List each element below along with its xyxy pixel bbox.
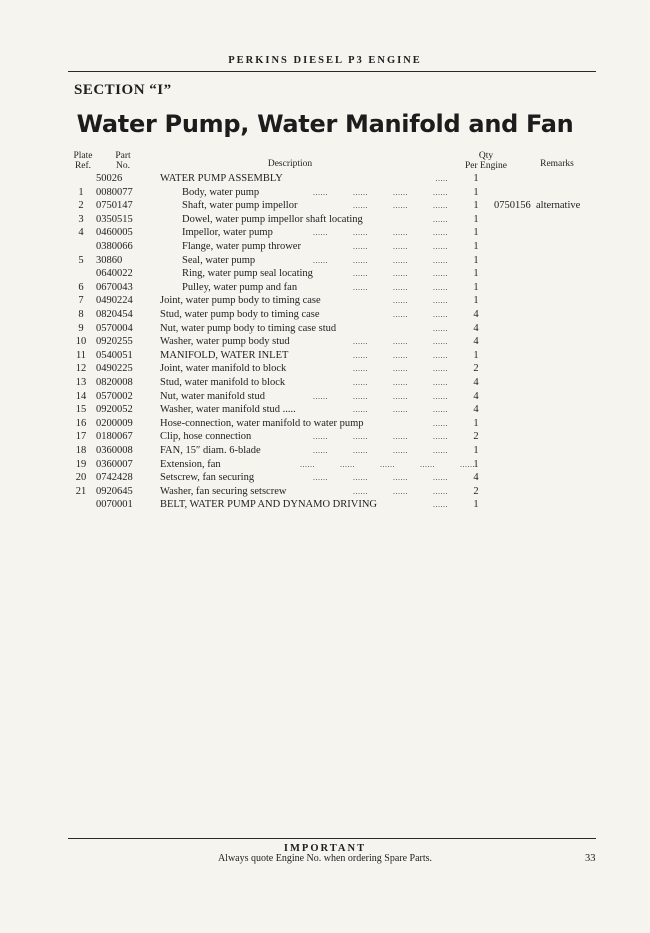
part-no-cell: 0670043: [96, 281, 133, 293]
leader-dots: ...... ...... ...... ......: [313, 228, 448, 238]
leader-dots: ...... ......: [393, 310, 448, 319]
qty-cell: 1: [473, 281, 479, 293]
leader-dots: ...... ...... ......: [353, 405, 448, 415]
part-no-cell: 0080077: [96, 186, 133, 198]
description-cell: FAN, 15″ diam. 6-blade: [160, 445, 261, 456]
part-no-cell: 0070001: [96, 499, 133, 511]
table-row: [0, 226, 650, 239]
leader-dots: ......: [433, 214, 448, 224]
footer-important: IMPORTANT: [283, 843, 367, 854]
part-no-cell: 0490225: [96, 363, 133, 375]
table-row: [0, 362, 650, 375]
part-no-cell: 0820454: [96, 309, 133, 320]
plate-ref-cell: 2: [78, 200, 84, 212]
page-number: 33: [585, 853, 596, 864]
description-cell: Nut, water pump body to timing case stud: [160, 322, 337, 334]
qty-cell: 1: [473, 200, 479, 212]
part-no-cell: 0180067: [96, 431, 133, 443]
table-row: [0, 267, 650, 280]
qty-cell: 1: [473, 349, 479, 361]
description-cell: Washer, water manifold stud .....: [160, 404, 296, 416]
plate-ref-cell: 8: [78, 309, 84, 320]
part-no-cell: 0742428: [96, 472, 133, 484]
leader-dots: ...... ...... ......: [353, 337, 448, 347]
description-cell: Stud, water pump body to timing case: [160, 309, 320, 320]
leader-dots: ...... ...... ......: [353, 350, 448, 360]
qty-cell: 1: [473, 173, 479, 184]
part-no-cell: 0820008: [96, 377, 133, 388]
table-row: [0, 417, 650, 430]
part-no-cell: 0380066: [96, 241, 133, 252]
part-no-cell: 50026: [96, 173, 123, 184]
leader-dots: ...... ...... ......: [353, 486, 448, 496]
qty-cell: 4: [473, 309, 479, 320]
qty-cell: 1: [473, 227, 479, 239]
qty-cell: 2: [473, 431, 479, 443]
part-no-cell: 0640022: [96, 268, 133, 280]
part-no-cell: 0570002: [96, 390, 133, 402]
plate-ref-cell: 12: [75, 363, 87, 375]
table-row: [0, 485, 650, 498]
leader-dots: .....: [435, 174, 448, 183]
table-row: [0, 322, 650, 335]
qty-cell: 4: [473, 336, 479, 348]
qty-cell: 1: [473, 458, 479, 470]
column-header-description: Description: [267, 159, 313, 169]
column-header-qty: Qty Per Engine: [465, 151, 507, 171]
remarks-cell: 0750156 alternative: [494, 200, 581, 212]
description-cell: Joint, water manifold to block: [160, 363, 287, 375]
table-row: [0, 498, 650, 511]
plate-ref-cell: 10: [75, 336, 87, 348]
leader-dots: ...... ...... ...... ......: [313, 473, 448, 483]
table-row: [0, 186, 650, 199]
description-cell: Clip, hose connection: [160, 431, 252, 443]
description-cell: Stud, water manifold to block: [160, 377, 286, 388]
description-cell: Ring, water pump seal locating: [182, 268, 313, 280]
table-row: [0, 471, 650, 484]
qty-cell: 4: [473, 472, 479, 484]
part-no-cell: 30860: [96, 254, 123, 266]
table-row: [0, 294, 650, 307]
qty-cell: 1: [473, 445, 479, 456]
part-no-cell: 0920052: [96, 404, 133, 416]
header-rule: [68, 71, 596, 72]
footer-note: Always quote Engine No. when ordering Spare Parts.: [217, 853, 433, 864]
plate-ref-cell: 4: [78, 227, 84, 239]
part-no-cell: 0490224: [96, 295, 133, 307]
description-cell: Shaft, water pump impellor: [182, 200, 298, 212]
plate-ref-cell: 5: [78, 254, 84, 266]
plate-ref-cell: 7: [78, 295, 84, 307]
footer-rule: [68, 838, 596, 839]
table-row: [0, 308, 650, 321]
table-row: [0, 430, 650, 443]
description-cell: Extension, fan: [160, 458, 221, 470]
table-row: [0, 403, 650, 416]
part-no-cell: 0540051: [96, 349, 133, 361]
table-row: [0, 213, 650, 226]
plate-ref-cell: 6: [78, 281, 84, 293]
description-cell: Nut, water manifold stud: [160, 390, 265, 402]
leader-dots: ...... ...... ......: [353, 364, 448, 374]
section-label: SECTION “I”: [74, 82, 172, 98]
part-no-cell: 0350515: [96, 213, 133, 225]
qty-cell: 2: [473, 485, 479, 497]
leader-dots: ...... ...... ......: [353, 201, 448, 211]
header-title: PERKINS DIESEL P3 ENGINE: [228, 55, 422, 66]
qty-cell: 1: [473, 254, 479, 266]
plate-ref-cell: 3: [78, 213, 84, 225]
description-cell: Flange, water pump thrower: [182, 241, 301, 252]
description-cell: Impellor, water pump: [182, 227, 273, 239]
part-no-cell: 0920645: [96, 485, 133, 497]
leader-dots: ...... ...... ......: [353, 378, 448, 387]
table-row: [0, 281, 650, 294]
leader-dots: ...... ...... ......: [353, 282, 448, 292]
description-cell: Setscrew, fan securing: [160, 472, 255, 484]
qty-cell: 1: [473, 268, 479, 280]
leader-dots: ......: [433, 500, 448, 510]
plate-ref-cell: 16: [75, 417, 87, 429]
plate-ref-cell: 15: [75, 404, 87, 416]
leader-dots: ...... ...... ...... ......: [313, 391, 448, 401]
qty-cell: 1: [473, 241, 479, 252]
description-cell: Joint, water pump body to timing case: [160, 295, 321, 307]
plate-ref-cell: 18: [75, 445, 87, 456]
leader-dots: ...... ...... ...... ......: [313, 432, 448, 442]
part-no-cell: 0360007: [96, 458, 133, 470]
table-row: [0, 458, 650, 471]
plate-ref-cell: 20: [75, 472, 87, 484]
qty-cell: 4: [473, 377, 479, 388]
qty-cell: 2: [473, 363, 479, 375]
qty-cell: 1: [473, 499, 479, 511]
column-header-part-no: Part No.: [115, 151, 131, 171]
plate-ref-cell: 19: [75, 458, 87, 470]
table-row: [0, 390, 650, 403]
leader-dots: ...... ...... ...... ......: [313, 446, 448, 455]
plate-ref-cell: 14: [75, 390, 87, 402]
description-cell: BELT, WATER PUMP AND DYNAMO DRIVING: [160, 499, 378, 511]
plate-ref-cell: 17: [75, 431, 87, 443]
column-header-remarks: Remarks: [540, 159, 574, 169]
table-row: [0, 444, 650, 457]
table-row: [0, 240, 650, 253]
qty-cell: 4: [473, 390, 479, 402]
leader-dots: ......: [433, 323, 448, 333]
description-cell: Seal, water pump: [182, 254, 256, 266]
leader-dots: ...... ...... ...... ...... ......: [300, 459, 475, 469]
description-cell: Hose-connection, water manifold to water pump: [160, 417, 364, 429]
table-row: [0, 349, 650, 362]
plate-ref-cell: 21: [75, 485, 87, 497]
description-cell: MANIFOLD, WATER INLET: [160, 349, 289, 361]
qty-cell: 1: [473, 417, 479, 429]
description-cell: Washer, fan securing setscrew: [160, 485, 287, 497]
plate-ref-cell: 1: [78, 186, 84, 198]
part-no-cell: 0200009: [96, 417, 133, 429]
plate-ref-cell: 11: [75, 349, 87, 361]
table-row: [0, 335, 650, 348]
table-row: [0, 376, 650, 389]
description-cell: Dowel, water pump impellor shaft locating: [182, 213, 363, 225]
leader-dots: ......: [433, 418, 448, 428]
qty-cell: 1: [473, 186, 479, 198]
qty-cell: 4: [473, 322, 479, 334]
description-cell: Washer, water pump body stud: [160, 336, 290, 348]
qty-cell: 1: [473, 213, 479, 225]
leader-dots: ...... ...... ......: [353, 269, 448, 279]
qty-cell: 4: [473, 404, 479, 416]
description-cell: WATER PUMP ASSEMBLY: [160, 173, 283, 184]
leader-dots: ...... ...... ...... ......: [313, 187, 448, 197]
leader-dots: ...... ......: [393, 296, 448, 306]
table-row: [0, 254, 650, 267]
table-row: [0, 172, 650, 185]
part-no-cell: 0750147: [96, 200, 133, 212]
plate-ref-cell: 9: [78, 322, 84, 334]
leader-dots: ...... ...... ......: [353, 242, 448, 251]
part-no-cell: 0570004: [96, 322, 133, 334]
leader-dots: ...... ...... ...... ......: [313, 255, 448, 265]
part-no-cell: 0920255: [96, 336, 133, 348]
description-cell: Pulley, water pump and fan: [182, 281, 298, 293]
column-header-plate-ref: Plate Ref.: [73, 151, 93, 171]
part-no-cell: 0360008: [96, 445, 133, 456]
description-cell: Body, water pump: [182, 186, 260, 198]
qty-cell: 1: [473, 295, 479, 307]
page-title: Water Pump, Water Manifold and Fan: [76, 110, 574, 138]
plate-ref-cell: 13: [75, 377, 87, 388]
part-no-cell: 0460005: [96, 227, 133, 239]
table-row: [0, 199, 650, 212]
